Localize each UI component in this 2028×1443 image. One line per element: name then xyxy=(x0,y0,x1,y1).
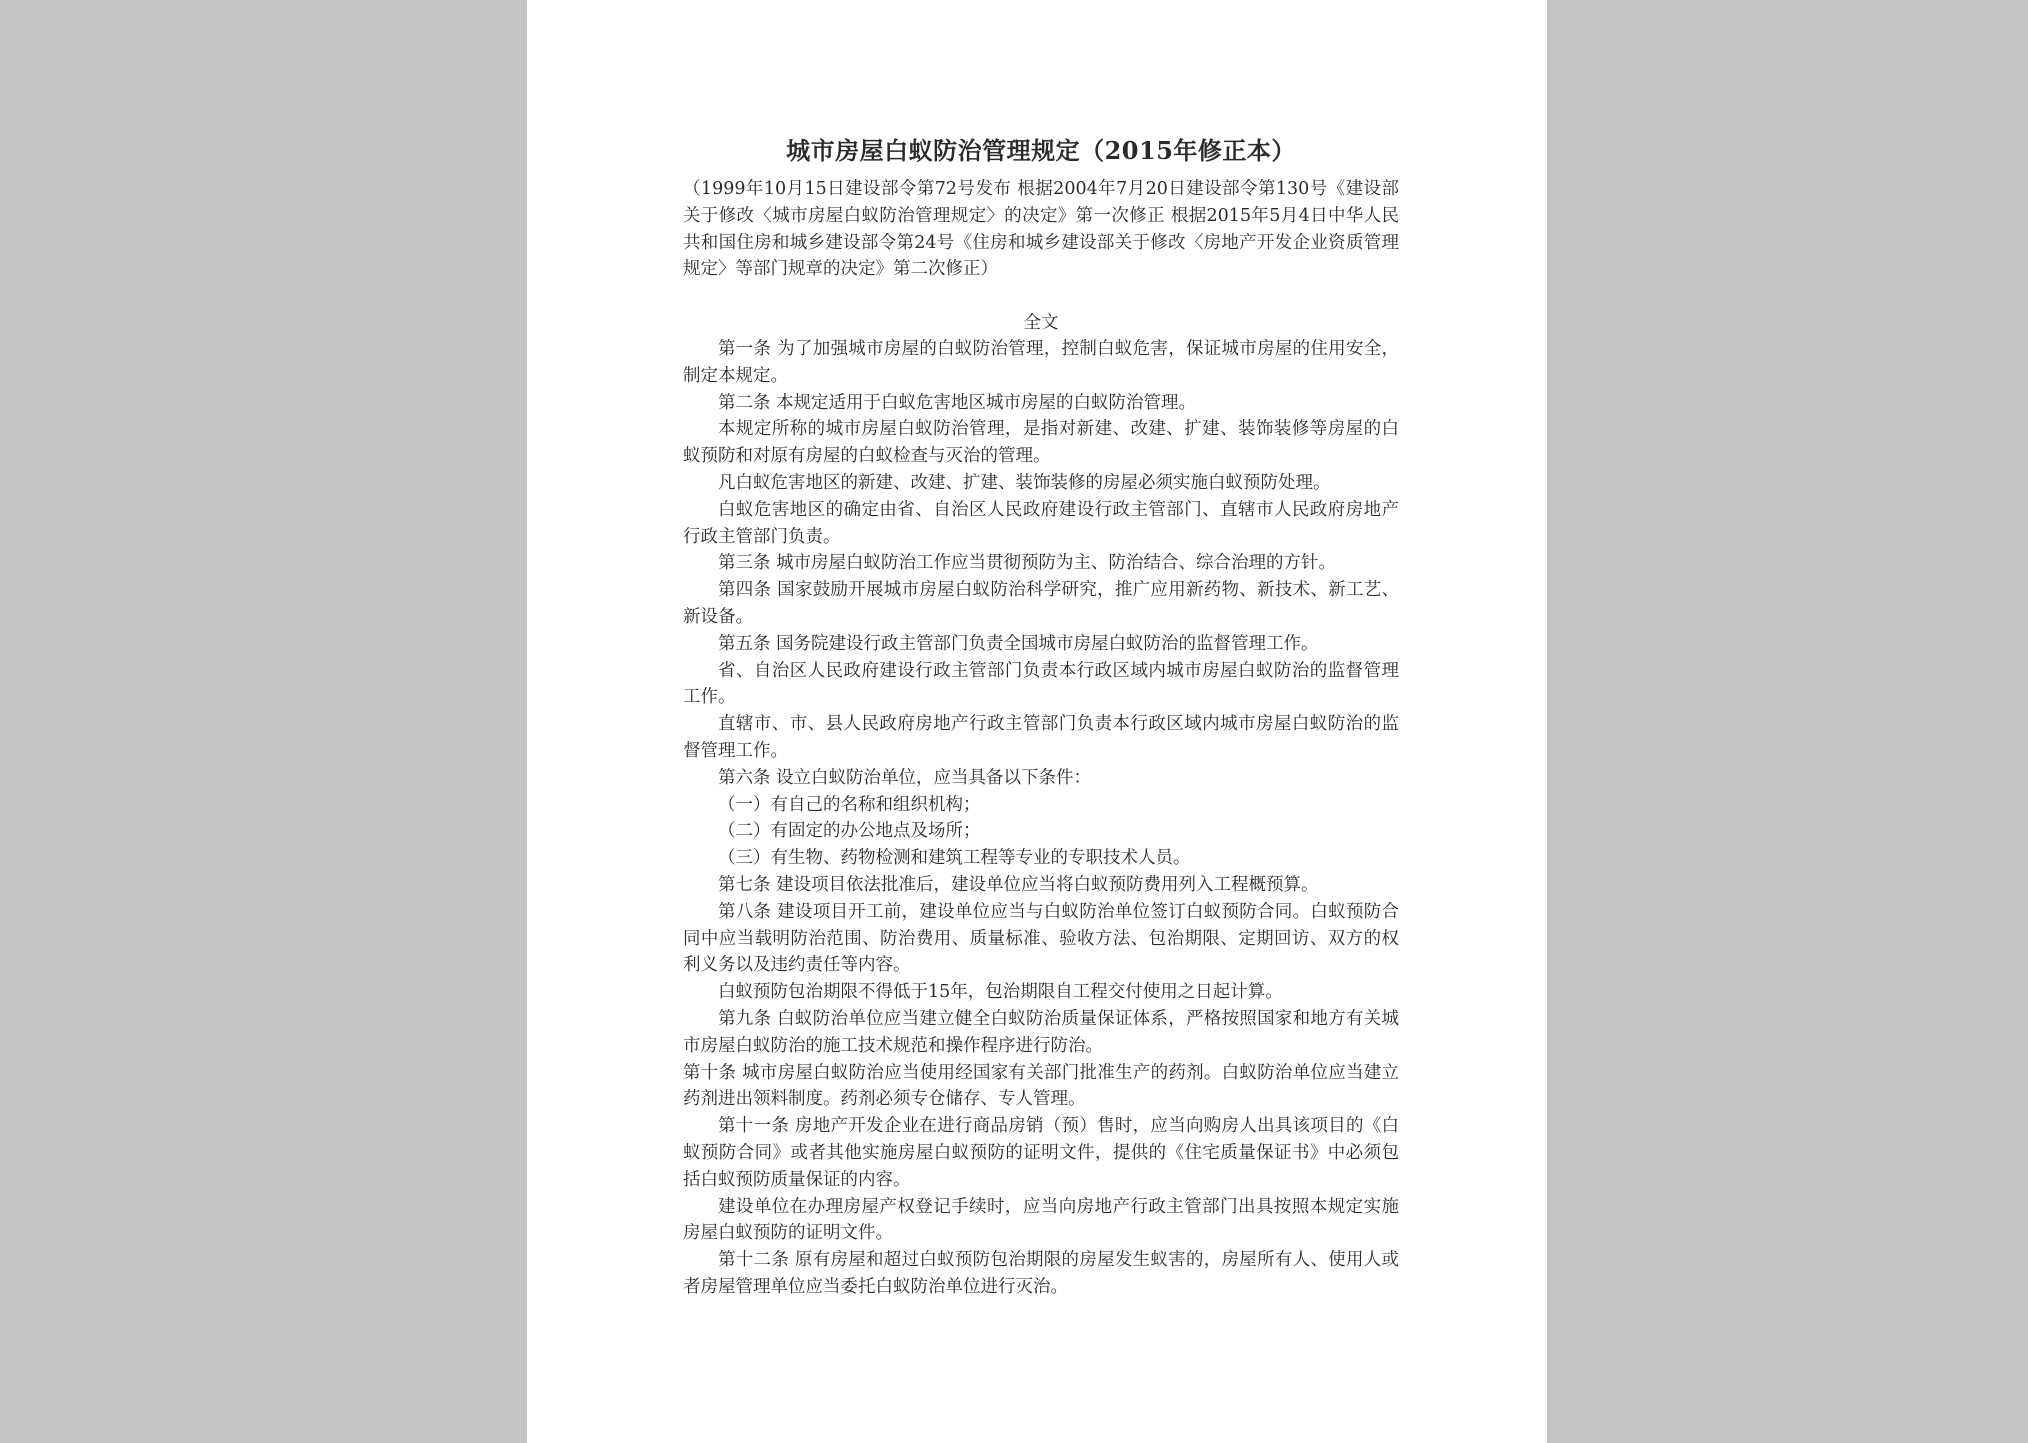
paragraph-article-8: 第八条 建设项目开工前，建设单位应当与白蚁防治单位签订白蚁预防合同。白蚁预防合同中应当载明防治范围、防治费用、质量标准、验收方法、包治期限、定期回访、双方的权利义务以及违约责任等内容。 xyxy=(683,901,1399,976)
paragraph: 省、自治区人民政府建设行政主管部门负责本行政区域内城市房屋白蚁防治的监督管理工作。 xyxy=(683,660,1399,708)
paragraph: 白蚁预防包治期限不得低于15年，包治期限自工程交付使用之日起计算。 xyxy=(718,982,1283,1003)
paragraph-article-2: 第二条 本规定适用于白蚁危害地区城市房屋的白蚁防治管理。 xyxy=(718,392,1197,413)
document-page xyxy=(527,0,1547,1443)
paragraph-article-3: 第三条 城市房屋白蚁防治工作应当贯彻预防为主、防治结合、综合治理的方针。 xyxy=(718,553,1337,574)
paragraph: 本规定所称的城市房屋白蚁防治管理，是指对新建、改建、扩建、装饰装修等房屋的白蚁预防和对原有房屋的白蚁检查与灭治的管理。 xyxy=(683,419,1399,467)
paragraph: 凡白蚁危害地区的新建、改建、扩建、装饰装修的房屋必须实施白蚁预防处理。 xyxy=(718,472,1331,493)
paragraph-article-12: 第十二条 原有房屋和超过白蚁预防包治期限的房屋发生蚁害的，房屋所有人、使用人或者房屋管理单位应当委托白蚁防治单位进行灭治。 xyxy=(683,1250,1399,1297)
paragraph: 建设单位在办理房屋产权登记手续时，应当向房地产行政主管部门出具按照本规定实施房屋白蚁预防的证明文件。 xyxy=(683,1196,1399,1244)
list-item-condition-2: （二）有固定的办公地点及场所； xyxy=(718,821,981,842)
paragraph-article-10: 第十条 城市房屋白蚁防治应当使用经国家有关部门批准生产的药剂。白蚁防治单位应当建立药剂进出领料制度。药剂必须专仓储存、专人管理。 xyxy=(683,1062,1399,1110)
list-item-condition-1: （一）有自己的名称和组织机构； xyxy=(718,794,981,815)
list-item-condition-3: （三）有生物、药物检测和建筑工程等专业的专职技术人员。 xyxy=(718,848,1191,869)
paragraph: 直辖市、市、县人民政府房地产行政主管部门负责本行政区域内城市房屋白蚁防治的监督管理工作。 xyxy=(683,714,1399,761)
paragraph-article-9: 第九条 白蚁防治单位应当建立健全白蚁防治质量保证体系，严格按照国家和地方有关城市房屋白蚁防治的施工技术规范和操作程序进行防治。 xyxy=(683,1008,1399,1056)
paragraph-article-1: 第一条 为了加强城市房屋的白蚁防治管理，控制白蚁危害，保证城市房屋的住用安全，制定本规定。 xyxy=(683,339,1399,386)
paragraph-article-11: 第十一条 房地产开发企业在进行商品房销（预）售时，应当向购房人出具该项目的《白蚁预防合同》或者其他实施房屋白蚁预防的证明文件，提供的《住宅质量保证书》中必须包括白蚁预防质量保证的内容。 xyxy=(683,1116,1399,1190)
document-body xyxy=(683,336,1399,1301)
fulltext-heading: 全文 xyxy=(1023,313,1059,333)
paragraph-article-5: 第五条 国务院建设行政主管部门负责全国城市房屋白蚁防治的监督管理工作。 xyxy=(718,633,1319,654)
document-title: 城市房屋白蚁防治管理规定（2015年修正本） xyxy=(786,136,1296,165)
paragraph-article-6: 第六条 设立白蚁防治单位，应当具备以下条件： xyxy=(718,767,1092,788)
paragraph: 白蚁危害地区的确定由省、自治区人民政府建设行政主管部门、直辖市人民政府房地产行政主管部门负责。 xyxy=(683,499,1399,547)
paragraph-article-4: 第四条 国家鼓励开展城市房屋白蚁防治科学研究，推广应用新药物、新技术、新工艺、新设备。 xyxy=(683,580,1399,627)
paragraph-article-7: 第七条 建设项目依法批准后，建设单位应当将白蚁预防费用列入工程概预算。 xyxy=(718,874,1319,895)
source-note: （1999年10月15日建设部令第72号发布 根据2004年7月20日建设部令第130号《建设部关于修改〈城市房屋白蚁防治管理规定〉的决定》第一次修正 根据2015年5月4日中华人民共和国住房和城乡建设部令第24号《住房和城乡建设部关于修改〈房地产开发企业资质管理规定〉等部门规章的决定》第二次修正） xyxy=(683,179,1399,280)
